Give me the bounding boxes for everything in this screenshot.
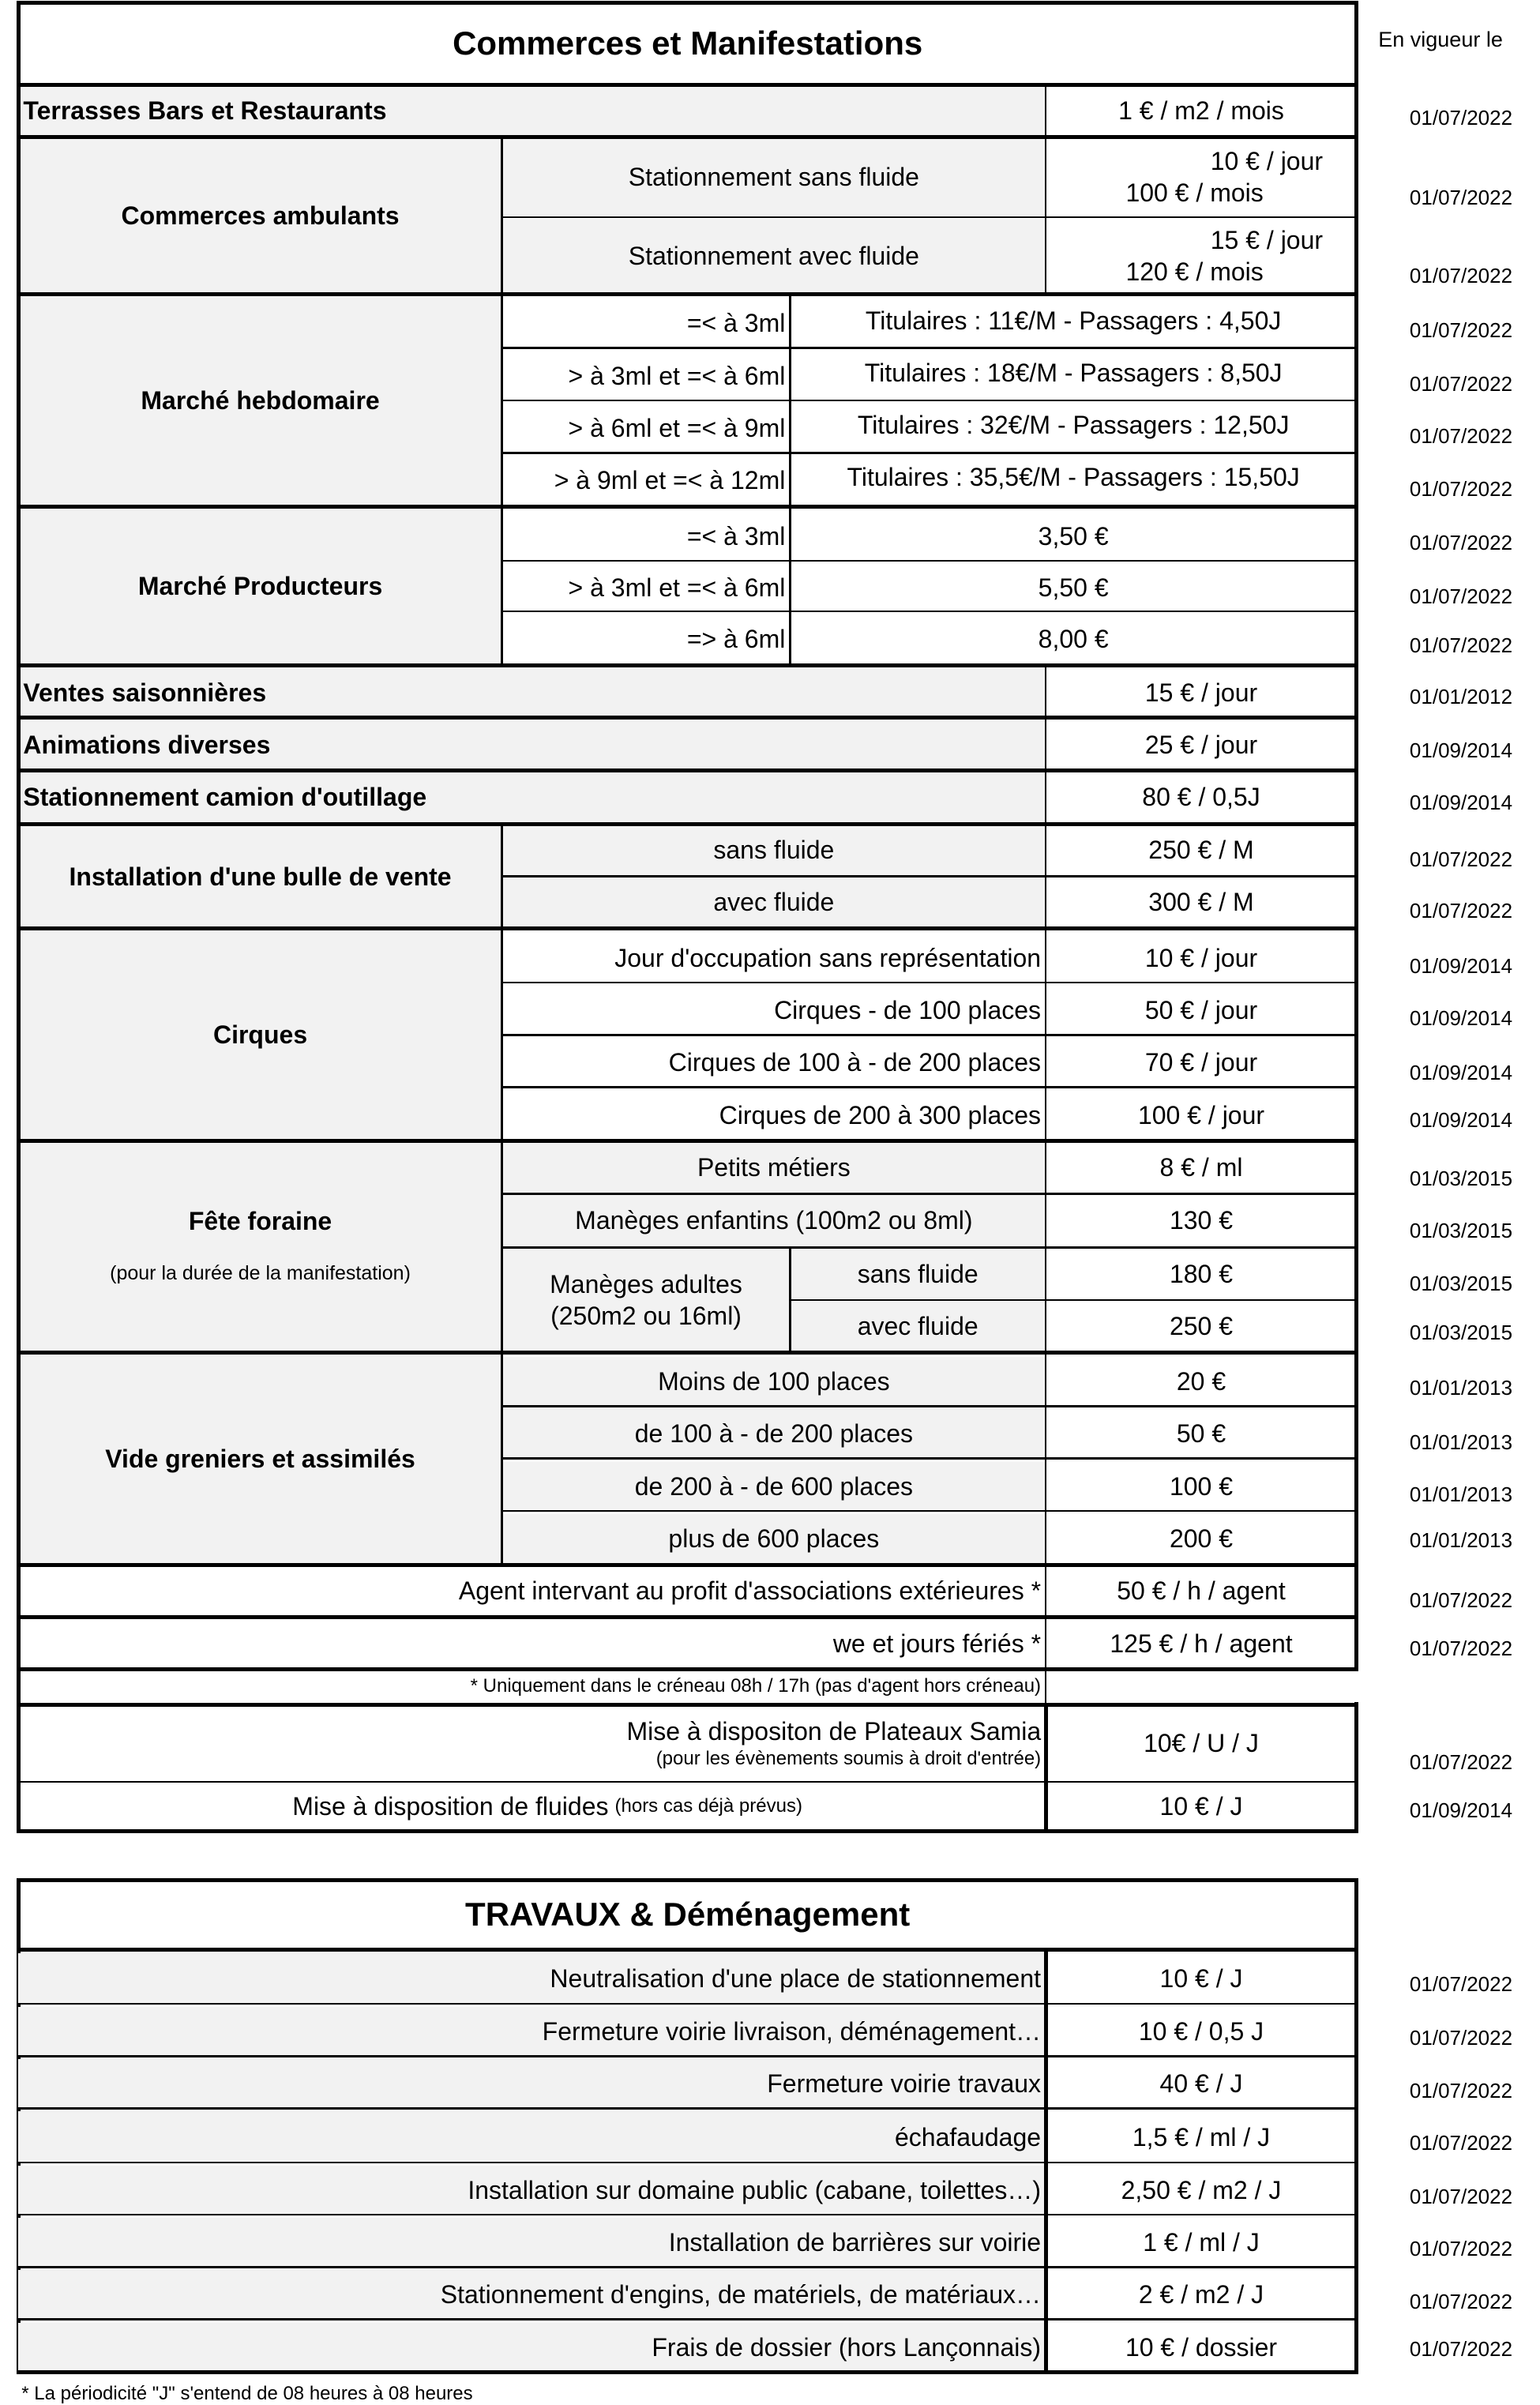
grid-line-h	[502, 1457, 1357, 1460]
effective-date: 01/07/2022	[1409, 476, 1513, 501]
effective-date: 01/01/2013	[1409, 1528, 1513, 1553]
row-label: Stationnement camion d'outillage	[18, 772, 1046, 822]
price: 180 €	[1169, 1259, 1234, 1288]
grid-line-h	[17, 1563, 1358, 1567]
row-label: plus de 600 places	[502, 1514, 1046, 1563]
size-label: > à 3ml et =< à 6ml	[568, 361, 786, 390]
effective-date: 01/07/2022	[1409, 584, 1513, 609]
group-label	[18, 1143, 501, 1351]
price: 10 € / jour	[1144, 943, 1258, 972]
price: 1 € / ml / J	[1143, 2228, 1260, 2257]
row-label: Ventes saisonnières	[18, 667, 1046, 717]
effective-date: 01/09/2014	[1409, 791, 1513, 815]
grid-line-v	[789, 295, 791, 665]
row-label: échafaudage	[18, 2111, 1046, 2162]
effective-date: 01/07/2022	[1409, 424, 1513, 449]
label-main: Mise à disposition de fluides	[292, 1792, 609, 1821]
price: 50 €	[1176, 1419, 1226, 1449]
footnote: * Uniquement dans le créneau 08h / 17h (pas d'agent hors créneau)	[470, 1675, 1042, 1697]
row-label: avec fluide	[790, 1302, 1046, 1351]
grid-line-h	[17, 822, 1358, 826]
effective-date: 01/07/2022	[1409, 185, 1513, 209]
price: 15 € / jour	[1144, 678, 1258, 707]
grid-line-v	[1354, 1702, 1358, 1833]
grid-line-h	[17, 1948, 1358, 1952]
grid-line-h	[17, 292, 1358, 296]
price: 10 € / 0,5 J	[1138, 2017, 1264, 2046]
effective-date: 01/01/2013	[1409, 1430, 1513, 1454]
row-label: we et jours fériés *	[832, 1629, 1042, 1658]
grid-line-v	[1354, 3, 1358, 1668]
en-vigueur-label: En vigueur le	[1378, 28, 1503, 52]
row-label: Fermeture voirie travaux	[18, 2059, 1046, 2108]
row-label: sans fluide	[790, 1249, 1046, 1298]
price	[1046, 139, 1357, 216]
price	[1046, 219, 1357, 293]
effective-date: 01/07/2022	[1409, 1636, 1513, 1660]
label-line: Mise à dispositon de Plateaux Samia	[626, 1717, 1042, 1746]
price: 8 € / ml	[1159, 1153, 1243, 1182]
effective-date: 01/07/2022	[1409, 2185, 1513, 2209]
price: 3,50 €	[1038, 521, 1109, 551]
grid-line-h	[18, 2055, 1357, 2057]
effective-date: 01/07/2022	[1409, 2337, 1513, 2362]
row-label: Cirques de 100 à - de 200 places	[668, 1048, 1042, 1077]
price: Titulaires : 11€/M - Passagers : 4,50J	[865, 306, 1282, 335]
price-line: 100 € / mois	[1125, 178, 1264, 208]
row-label: Agent intervant au profit d'associations extérieures *	[458, 1576, 1042, 1606]
row-label: Terrasses Bars et Restaurants	[18, 86, 1046, 135]
row-label: Animations diverses	[18, 720, 1046, 770]
grid-line-h	[502, 560, 1357, 562]
grid-line-v	[1045, 1670, 1047, 1705]
size-label: > à 9ml et =< à 12ml	[554, 466, 786, 495]
grid-line-h	[17, 505, 1358, 509]
price: 2,50 € / m2 / J	[1121, 2175, 1282, 2204]
effective-date: 01/07/2022	[1409, 1971, 1513, 1996]
grid-line-h	[502, 400, 1357, 402]
grid-line-h	[17, 1, 1358, 5]
effective-date: 01/03/2015	[1409, 1271, 1513, 1295]
row-label: sans fluide	[502, 825, 1046, 874]
effective-date: 01/07/2022	[1409, 2237, 1513, 2261]
grid-line-h	[502, 1405, 1357, 1407]
price: 2 € / m2 / J	[1138, 2280, 1264, 2309]
grid-line-h	[17, 1351, 1358, 1355]
group-label: Vide greniers et assimilés	[18, 1354, 501, 1563]
group-label: Installation d'une bulle de vente	[18, 825, 501, 927]
grid-line-h	[502, 347, 1357, 349]
grid-line-h	[502, 1193, 1357, 1195]
price-line: 10 € / jour	[1210, 147, 1324, 176]
row-label: Installation de barrières sur voirie	[18, 2218, 1046, 2267]
price: 40 € / J	[1159, 2069, 1243, 2099]
price-line: 120 € / mois	[1125, 257, 1264, 286]
effective-date: 01/03/2015	[1409, 1167, 1513, 1191]
row-label: Neutralisation d'une place de stationnement	[18, 1953, 1046, 2004]
price: 8,00 €	[1038, 625, 1109, 654]
grid-line-h	[18, 2162, 1357, 2164]
grid-line-h	[17, 1703, 1358, 1707]
footnote: * La périodicité "J" s'entend de 08 heures à 08 heures	[21, 2382, 473, 2404]
row-label: avec fluide	[502, 877, 1046, 927]
price: 250 € / M	[1148, 836, 1254, 865]
grid-line-h	[502, 216, 1357, 219]
effective-date: 01/07/2022	[1409, 1588, 1513, 1613]
grid-line-v	[17, 3, 21, 1833]
effective-date: 01/09/2014	[1409, 954, 1513, 979]
row-label	[18, 1783, 1046, 1830]
price: 130 €	[1169, 1206, 1234, 1235]
grid-line-h	[17, 1615, 1358, 1619]
row-label: Petits métiers	[502, 1143, 1046, 1192]
price: 20 €	[1176, 1367, 1226, 1396]
price: 25 € / jour	[1144, 730, 1258, 759]
grid-line-h	[17, 1829, 1358, 1833]
grid-line-h	[502, 1510, 1357, 1513]
effective-date: 01/01/2012	[1409, 684, 1513, 708]
price: 10€ / U / J	[1144, 1729, 1259, 1758]
price: 70 € / jour	[1144, 1048, 1258, 1077]
grid-line-h	[17, 1781, 1358, 1783]
effective-date: 01/09/2014	[1409, 1798, 1513, 1822]
effective-date: 01/03/2015	[1409, 1219, 1513, 1243]
effective-date: 01/07/2022	[1409, 2078, 1513, 2102]
price: 50 € / jour	[1144, 996, 1258, 1025]
size-label: =< à 3ml	[686, 521, 786, 551]
price: 1 € / m2 / mois	[1118, 96, 1284, 126]
price: 100 €	[1169, 1471, 1234, 1501]
price: Titulaires : 18€/M - Passagers : 8,50J	[864, 358, 1283, 387]
grid-line-h	[502, 452, 1357, 454]
price: 200 €	[1169, 1524, 1234, 1554]
grid-line-h	[17, 1667, 1358, 1671]
group-label: Marché hebdomaire	[18, 295, 501, 505]
effective-date: 01/07/2022	[1409, 530, 1513, 554]
effective-date: 01/07/2022	[1409, 2130, 1513, 2155]
effective-date: 01/07/2022	[1409, 2289, 1513, 2313]
grid-line-v	[501, 824, 503, 1565]
effective-date: 01/07/2022	[1409, 105, 1513, 130]
grid-line-v	[1045, 665, 1047, 824]
grid-line-h	[17, 135, 1358, 139]
grid-line-h	[18, 2318, 1357, 2320]
grid-line-h	[790, 1299, 1357, 1302]
grid-line-h	[502, 1034, 1357, 1036]
effective-date: 01/07/2022	[1409, 2026, 1513, 2050]
effective-date: 01/01/2013	[1409, 1376, 1513, 1400]
row-label: Stationnement d'engins, de matériels, de matériaux…	[18, 2270, 1046, 2319]
label-line: Manèges adultes	[550, 1269, 742, 1298]
grid-line-v	[1045, 139, 1047, 295]
grid-line-h	[502, 1246, 1357, 1249]
grid-line-v	[501, 139, 503, 666]
row-label: Jour d'occupation sans représentation	[614, 943, 1042, 972]
grid-line-h	[17, 716, 1358, 720]
row-label	[18, 1707, 1046, 1781]
grid-line-v	[789, 1248, 791, 1353]
grid-line-h	[17, 768, 1358, 772]
group-label: Marché Producteurs	[18, 509, 501, 664]
grid-line-h	[17, 926, 1358, 930]
effective-date: 01/09/2014	[1409, 1060, 1513, 1084]
grid-line-h	[17, 83, 1358, 87]
grid-line-h	[502, 875, 1357, 877]
row-label: Installation sur domaine public (cabane, toilettes…)	[18, 2166, 1046, 2215]
price: 125 € / h / agent	[1110, 1629, 1293, 1658]
row-label: de 100 à - de 200 places	[502, 1409, 1046, 1458]
price: 10 € / dossier	[1125, 2332, 1278, 2362]
group-label: Commerces ambulants	[18, 139, 501, 293]
effective-date: 01/01/2013	[1409, 1482, 1513, 1506]
group-label: Fête foraine	[188, 1207, 332, 1236]
row-label: Moins de 100 places	[502, 1357, 1046, 1406]
effective-date: 01/07/2022	[1409, 371, 1513, 396]
size-label: > à 6ml et =< à 9ml	[568, 414, 786, 443]
price: 100 € / jour	[1137, 1100, 1265, 1129]
size-label: > à 3ml et =< à 6ml	[568, 573, 786, 602]
effective-date: 01/09/2014	[1409, 1006, 1513, 1031]
price: 5,50 €	[1038, 573, 1109, 602]
row-label: de 200 à - de 600 places	[502, 1462, 1046, 1511]
row-label: Fermeture voirie livraison, déménagement…	[18, 2007, 1046, 2056]
section-title: TRAVAUX & Déménagement	[465, 1895, 911, 1933]
effective-date: 01/07/2022	[1409, 264, 1513, 288]
label-line: (250m2 ou 16ml)	[550, 1301, 742, 1330]
grid-line-v	[1044, 1705, 1048, 1833]
grid-line-h	[17, 663, 1358, 667]
price: 80 € / 0,5J	[1142, 783, 1260, 812]
price: Titulaires : 35,5€/M - Passagers : 15,50J	[847, 463, 1300, 492]
section-title: Commerces et Manifestations	[453, 24, 923, 62]
price-line: 15 € / jour	[1210, 225, 1324, 254]
grid-line-h	[502, 1086, 1357, 1088]
price: Titulaires : 32€/M - Passagers : 12,50J	[857, 411, 1290, 440]
price: 1,5 € / ml / J	[1132, 2122, 1271, 2151]
label-sub: (hors cas déjà prévus)	[614, 1795, 802, 1817]
row-label: Stationnement avec fluide	[502, 219, 1046, 293]
group-label: Cirques	[18, 930, 501, 1140]
size-label: => à 6ml	[686, 625, 786, 654]
grid-line-h	[18, 2003, 1357, 2005]
effective-date: 01/07/2022	[1409, 898, 1513, 923]
price: 50 € / h / agent	[1117, 1576, 1286, 1606]
grid-line-h	[17, 2370, 1358, 2374]
group-sublabel: (pour la durée de la manifestation)	[110, 1262, 411, 1285]
grid-line-v	[1045, 824, 1047, 1670]
grid-line-h	[18, 2266, 1357, 2268]
label-sub: (pour les évènements soumis à droit d'entrée)	[655, 1748, 1042, 1770]
row-label: Cirques de 200 à 300 places	[719, 1100, 1042, 1129]
effective-date: 01/03/2015	[1409, 1321, 1513, 1345]
effective-date: 01/09/2014	[1409, 738, 1513, 763]
grid-line-v	[1045, 86, 1047, 137]
effective-date: 01/07/2022	[1409, 318, 1513, 342]
row-label: Frais de dossier (hors Lançonnais)	[18, 2323, 1046, 2372]
grid-line-h	[502, 982, 1357, 984]
row-label	[502, 1249, 791, 1351]
effective-date: 01/07/2022	[1409, 847, 1513, 872]
row-label: Manèges enfantins (100m2 ou 8ml)	[502, 1195, 1046, 1246]
price: 10 € / J	[1159, 1963, 1243, 1993]
row-label: Cirques - de 100 places	[774, 996, 1042, 1025]
grid-line-h	[17, 1878, 1358, 1882]
effective-date: 01/07/2022	[1409, 1750, 1513, 1775]
effective-date: 01/09/2014	[1409, 1108, 1513, 1133]
price: 10 € / J	[1159, 1792, 1243, 1821]
grid-line-v	[1044, 1950, 1048, 2373]
size-label: =< à 3ml	[686, 309, 786, 338]
grid-line-h	[17, 1139, 1358, 1143]
effective-date: 01/07/2022	[1409, 633, 1513, 658]
price: 250 €	[1169, 1311, 1234, 1340]
grid-line-h	[502, 611, 1357, 613]
price: 300 € / M	[1148, 887, 1254, 916]
grid-line-h	[18, 2107, 1357, 2110]
row-label: Stationnement sans fluide	[502, 139, 1046, 216]
grid-line-h	[18, 2214, 1357, 2216]
